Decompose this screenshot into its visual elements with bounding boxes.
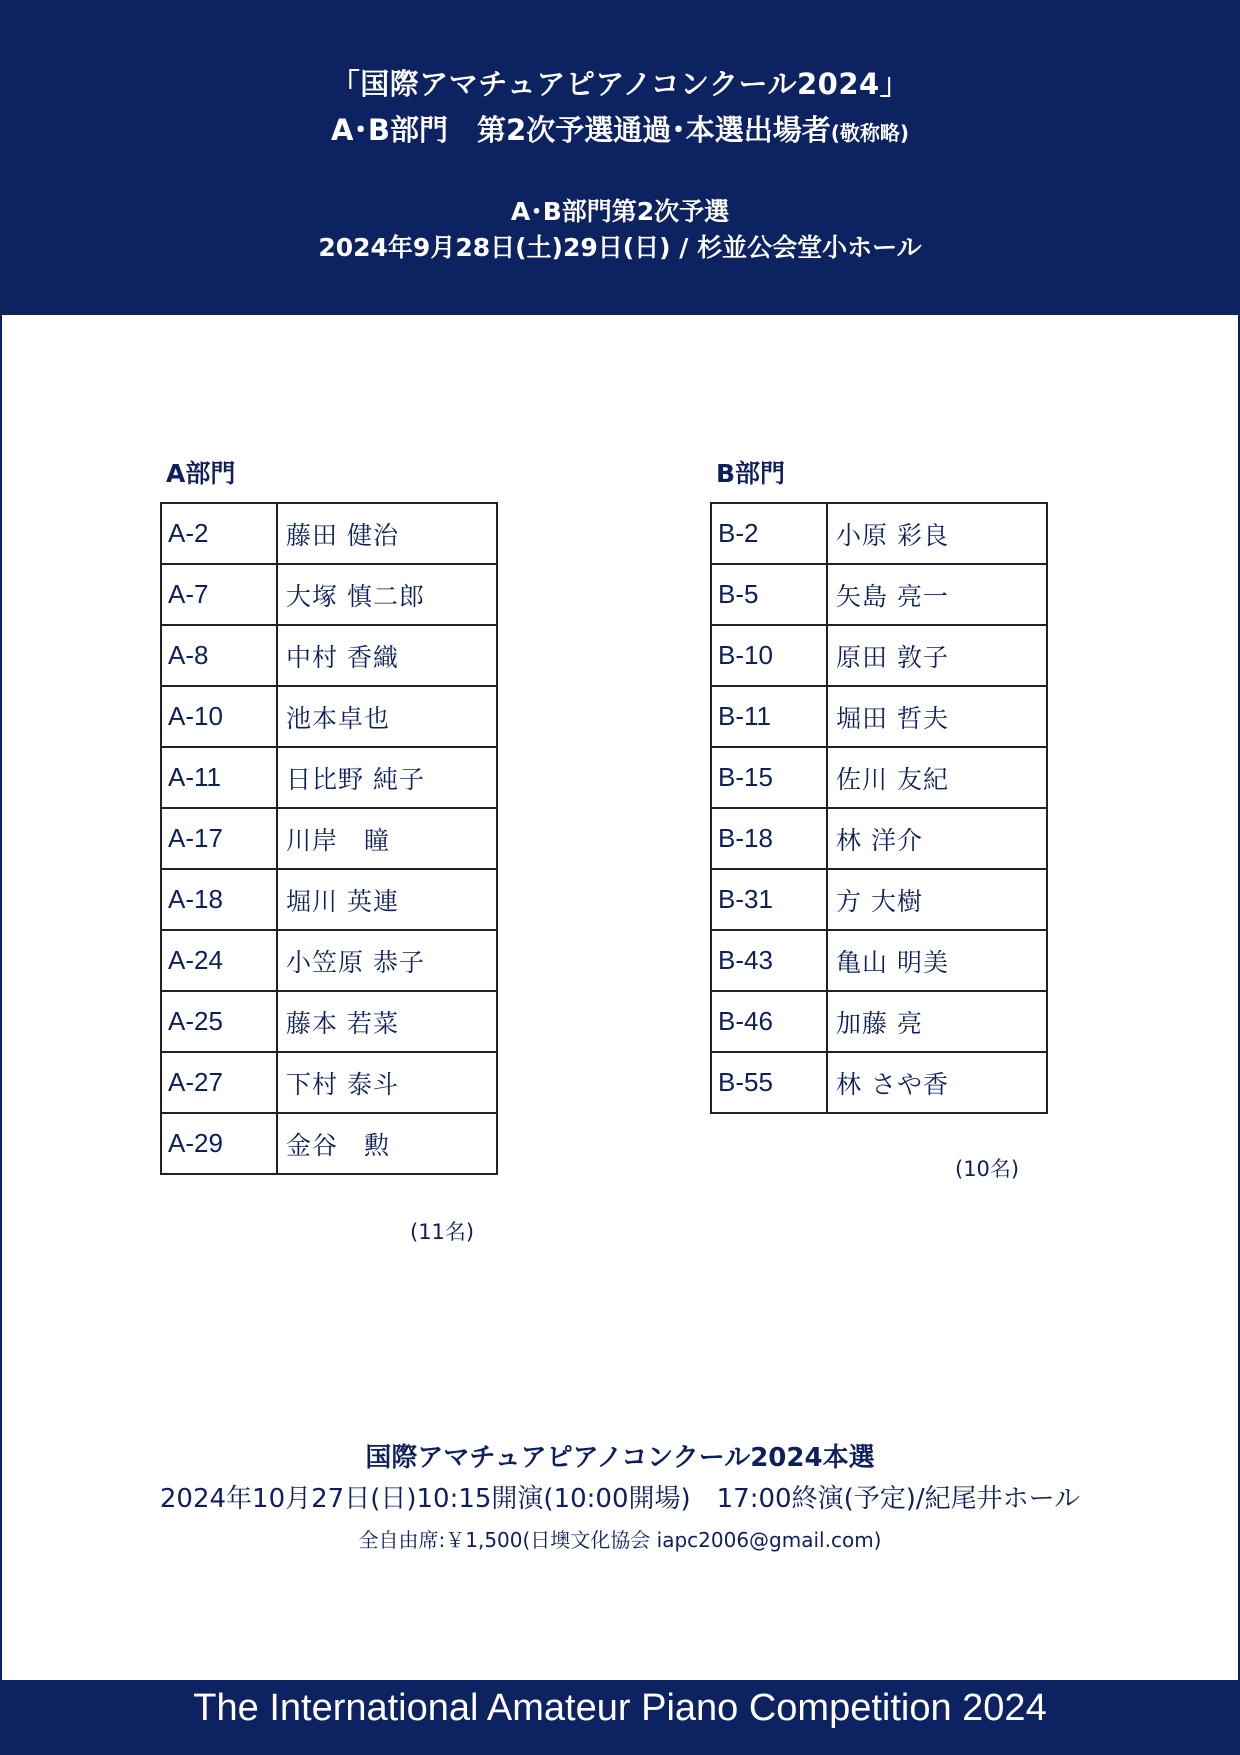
header-title-line1: 「国際アマチュアピアノコンクール2024」 (330, 67, 910, 101)
entry-code: A-27 (161, 1052, 277, 1113)
entry-code: B-5 (711, 564, 827, 625)
entry-name: 下村 泰斗 (277, 1052, 497, 1113)
entry-name: 方 大樹 (827, 869, 1047, 930)
entry-name: 矢島 亮一 (827, 564, 1047, 625)
final-ticket: 全自由席:￥1,500(日墺文化協会 iapc2006@gmail.com) (358, 1528, 882, 1552)
table-row (161, 564, 497, 625)
entry-code: B-46 (711, 991, 827, 1052)
entry-code: B-11 (711, 686, 827, 747)
table-row (161, 991, 497, 1052)
entry-code: A-10 (161, 686, 277, 747)
footer-banner (0, 1680, 1240, 1755)
division-a-title: A部門 (166, 459, 236, 488)
entry-name: 小原 彩良 (827, 503, 1047, 564)
entry-name: 亀山 明美 (827, 930, 1047, 991)
entry-code: A-18 (161, 869, 277, 930)
table-row (161, 503, 497, 564)
entry-name: 川岸 瞳 (277, 808, 497, 869)
entry-code: A-11 (161, 747, 277, 808)
entry-code: A-8 (161, 625, 277, 686)
table-row (711, 686, 1047, 747)
entry-code: A-2 (161, 503, 277, 564)
entry-name: 原田 敦子 (827, 625, 1047, 686)
entry-code: A-17 (161, 808, 277, 869)
division-a-count: (11名) (410, 1220, 475, 1244)
entry-name: 金谷 勲 (277, 1113, 497, 1174)
entry-name: 大塚 慎二郎 (277, 564, 497, 625)
entry-code: B-31 (711, 869, 827, 930)
table-row (711, 808, 1047, 869)
final-date: 2024年10月27日(日)10:15開演(10:00開場) 17:00終演(予定)/紀尾井ホール (159, 1484, 1081, 1514)
table-row (161, 686, 497, 747)
table-row (161, 625, 497, 686)
entry-name: 小笠原 恭子 (277, 930, 497, 991)
table-row (161, 1052, 497, 1113)
entry-name: 池本卓也 (277, 686, 497, 747)
prelim-date-venue: 2024年9月28日(土)29日(日) / 杉並公会堂小ホール (318, 233, 922, 262)
table-row (711, 991, 1047, 1052)
division-b-count: (10名) (955, 1157, 1020, 1181)
entry-code: B-43 (711, 930, 827, 991)
final-title: 国際アマチュアピアノコンクール2024本選 (365, 1443, 875, 1473)
header-banner (0, 0, 1240, 315)
entry-name: 林 洋介 (827, 808, 1047, 869)
header-title-line2-note: (敬称略) (830, 121, 909, 145)
table-row (161, 808, 497, 869)
header-title-line2 (0, 108, 1240, 149)
division-a-table (160, 502, 498, 1175)
table-row (711, 869, 1047, 930)
entry-code: B-18 (711, 808, 827, 869)
entry-name: 堀川 英連 (277, 869, 497, 930)
table-row (161, 747, 497, 808)
table-row (711, 625, 1047, 686)
header-title-line2-main: A･B部門 第2次予選通過･本選出場者 (330, 113, 831, 147)
entry-name: 林 さや香 (827, 1052, 1047, 1113)
entry-code: B-10 (711, 625, 827, 686)
entry-name: 中村 香織 (277, 625, 497, 686)
entry-name: 藤田 健治 (277, 503, 497, 564)
entry-code: B-2 (711, 503, 827, 564)
table-row (711, 564, 1047, 625)
table-row (161, 1113, 497, 1174)
entry-name: 藤本 若菜 (277, 991, 497, 1052)
footer-text: The International Amateur Piano Competition 2024 (193, 1687, 1047, 1729)
table-row (161, 930, 497, 991)
entry-name: 堀田 哲夫 (827, 686, 1047, 747)
entry-code: A-29 (161, 1113, 277, 1174)
table-row (711, 1052, 1047, 1113)
table-row (161, 869, 497, 930)
prelim-label: A･B部門第2次予選 (510, 197, 730, 226)
entry-name: 佐川 友紀 (827, 747, 1047, 808)
division-b-table (710, 502, 1048, 1114)
entry-code: B-55 (711, 1052, 827, 1113)
division-b-title: B部門 (716, 459, 786, 488)
table-row (711, 503, 1047, 564)
table-row (711, 747, 1047, 808)
entry-code: A-25 (161, 991, 277, 1052)
entry-name: 加藤 亮 (827, 991, 1047, 1052)
entry-code: A-7 (161, 564, 277, 625)
entry-code: B-15 (711, 747, 827, 808)
entry-name: 日比野 純子 (277, 747, 497, 808)
entry-code: A-24 (161, 930, 277, 991)
table-row (711, 930, 1047, 991)
